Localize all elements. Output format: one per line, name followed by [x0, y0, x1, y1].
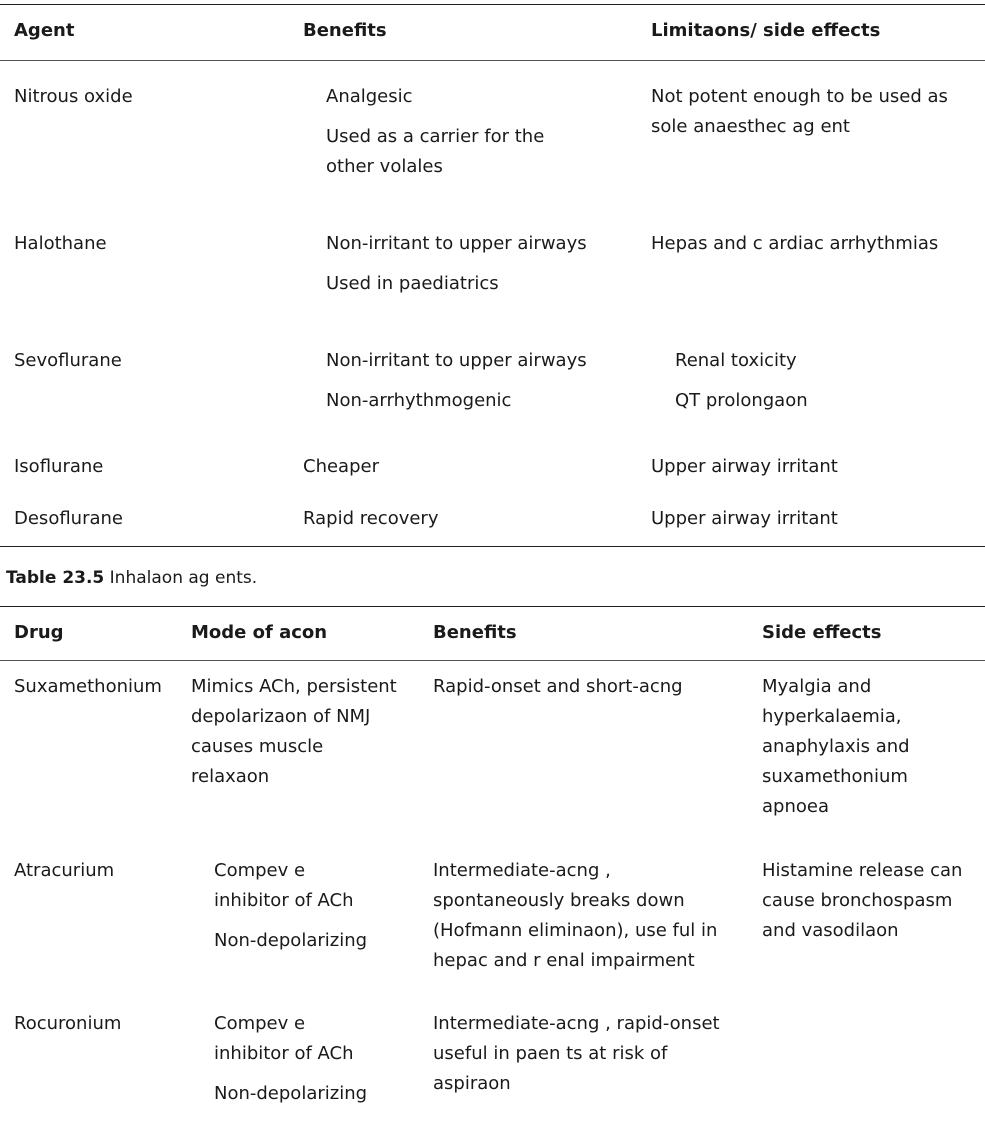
benefit-line: Rapid-onset and short-acng — [433, 676, 683, 697]
benefit-line: Non-arrhythmogenic — [326, 390, 512, 411]
agent-cell: Nitrous oxide — [14, 86, 133, 107]
benefit-line: aspiraon — [433, 1073, 511, 1094]
limitation-line: Not potent enough to be used as — [651, 86, 948, 107]
benefit-line: Intermediate-acng , rapid-onset — [433, 1013, 720, 1034]
mode-line: inhibitor of ACh — [214, 890, 354, 911]
table-bottom-rule — [0, 546, 985, 547]
benefit-line: Cheaper — [303, 456, 379, 477]
mode-line: Compev e — [214, 860, 306, 881]
benefit-line: Non-irritant to upper airways — [326, 233, 587, 254]
benefit-line: Used in paediatrics — [326, 273, 499, 294]
limitation-line: Upper airway irritant — [651, 456, 838, 477]
limitation-line: Renal toxicity — [675, 350, 797, 371]
mode-line: relaxaon — [191, 766, 270, 787]
benefit-line: hepac and r enal impairment — [433, 950, 695, 971]
benefit-line: Non-irritant to upper airways — [326, 350, 587, 371]
header-benefits: Benefits — [303, 20, 387, 41]
side-effect-line: hyperkalaemia, — [762, 706, 902, 727]
side-effect-line: and vasodilaon — [762, 920, 899, 941]
header-side-effects: Side effects — [762, 622, 882, 643]
limitation-line: sole anaesthec ag ent — [651, 116, 850, 137]
benefit-line: Rapid recovery — [303, 508, 439, 529]
drug-cell: Suxamethonium — [14, 676, 162, 697]
benefit-line: other volales — [326, 156, 443, 177]
side-effect-line: Myalgia and — [762, 676, 872, 697]
header-benefits: Benefits — [433, 622, 517, 643]
header-limitations: Limitaons/ side effects — [651, 20, 881, 41]
agent-cell: Halothane — [14, 233, 107, 254]
header-agent: Agent — [14, 20, 75, 41]
limitation-line: Upper airway irritant — [651, 508, 838, 529]
side-effect-line: suxamethonium — [762, 766, 908, 787]
header-rule — [0, 60, 985, 61]
table-caption — [6, 563, 257, 593]
side-effect-line: anaphylaxis and — [762, 736, 910, 757]
side-effect-line: Histamine release can — [762, 860, 963, 881]
mode-line: Compev e — [214, 1013, 306, 1034]
drug-cell: Rocuronium — [14, 1013, 122, 1034]
benefit-line: Analgesic — [326, 86, 413, 107]
caption-text: Inhalaon ag ents. — [104, 568, 258, 588]
limitation-line: QT prolongaon — [675, 390, 808, 411]
drug-cell: Atracurium — [14, 860, 115, 881]
agent-cell: Isoflurane — [14, 456, 104, 477]
mode-line: inhibitor of ACh — [214, 1043, 354, 1064]
benefit-line: spontaneously breaks down — [433, 890, 685, 911]
side-effect-line: cause bronchospasm — [762, 890, 953, 911]
table-top-rule — [0, 4, 985, 5]
mode-line: causes muscle — [191, 736, 324, 757]
agent-cell: Sevoflurane — [14, 350, 122, 371]
header-drug: Drug — [14, 622, 64, 643]
benefit-line: (Hofmann eliminaon), use ful in — [433, 920, 718, 941]
agent-cell: Desoflurane — [14, 508, 123, 529]
header-mode: Mode of acon — [191, 622, 328, 643]
benefit-line: useful in paen ts at risk of — [433, 1043, 668, 1064]
limitation-line: Hepas and c ardiac arrhythmias — [651, 233, 939, 254]
benefit-line: Used as a carrier for the — [326, 126, 545, 147]
mode-line: Mimics ACh, persistent — [191, 676, 397, 697]
benefit-line: Intermediate-acng , — [433, 860, 611, 881]
caption-label: Table 23.5 — [6, 568, 105, 588]
side-effect-line: apnoea — [762, 796, 829, 817]
mode-line: depolarizaon of NMJ — [191, 706, 371, 727]
table-top-rule — [0, 606, 985, 607]
header-rule — [0, 660, 985, 661]
mode-line: Non-depolarizing — [214, 930, 368, 951]
mode-line: Non-depolarizing — [214, 1083, 368, 1104]
